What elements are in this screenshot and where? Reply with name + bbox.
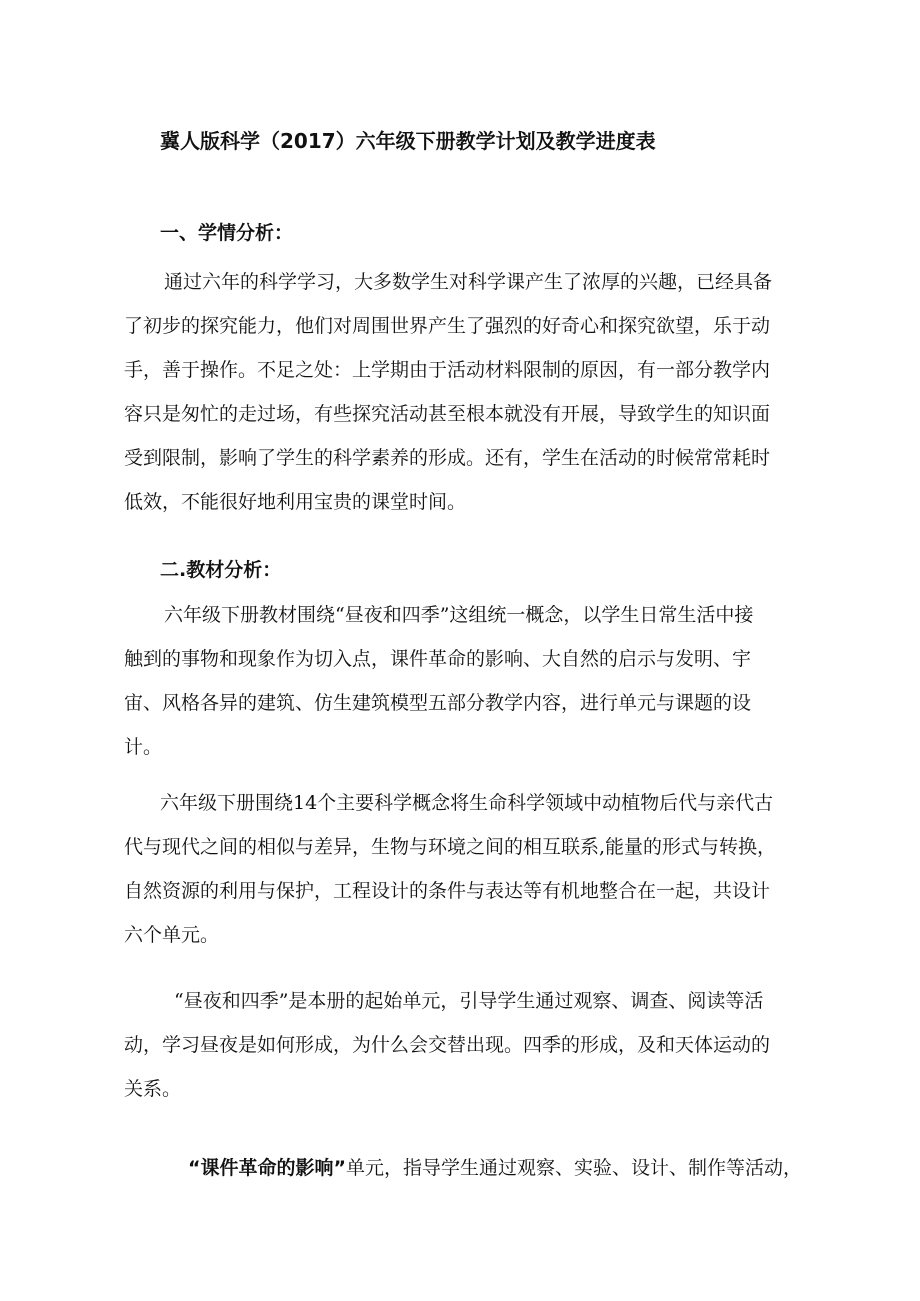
paragraph-line: 六个单元。 xyxy=(124,924,220,946)
paragraph-line: 触到的事物和现象作为切入点，课件革命的影响、大自然的启示与发明、宇 xyxy=(124,648,752,670)
paragraph-learning-analysis xyxy=(124,260,814,524)
paragraph-textbook-intro xyxy=(124,593,814,769)
paragraph-line: 容只是匆忙的走过场，有些探究活动甚至根本就没有开展，导致学生的知识面 xyxy=(124,403,771,425)
paragraph-line: 计。 xyxy=(124,736,163,758)
paragraph-line: 了初步的探究能力，他们对周围世界产生了强烈的好奇心和探究欲望，乐于动 xyxy=(124,315,771,337)
paragraph-courseware-unit xyxy=(124,1146,814,1190)
paragraph-line: 动，学习昼夜是如何形成，为什么会交替出现。四季的形成，及和天体运动的 xyxy=(124,1034,771,1056)
paragraph-line xyxy=(124,1146,814,1190)
section-heading-learning-analysis: 一、学情分析： xyxy=(160,222,294,244)
paragraph-line: 六年级下册教材围绕“昼夜和四季”这组统一概念，以学生日常生活中接 xyxy=(164,604,754,626)
paragraph-line: 代与现代之间的相似与差异，生物与环境之间的相互联系,能量的形式与转换， xyxy=(124,836,777,858)
paragraph-concepts xyxy=(124,781,814,957)
section-heading-textbook-analysis: 二.教材分析： xyxy=(160,559,282,581)
paragraph-line: 通过六年的科学学习，大多数学生对科学课产生了浓厚的兴趣，已经具备 xyxy=(164,271,773,293)
paragraph-line: 六年级下册围绕14个主要科学概念将生命科学领域中动植物后代与亲代古 xyxy=(160,792,774,814)
paragraph-line: “昼夜和四季”是本册的起始单元，引导学生通过观察、调查、阅读等活 xyxy=(174,990,764,1012)
paragraph-line: 手，善于操作。不足之处：上学期由于活动材料限制的原因，有一部分教学内 xyxy=(124,359,771,381)
document-title: 冀人版科学（2017）六年级下册教学计划及教学进度表 xyxy=(160,129,656,153)
paragraph-line: 宙、风格各异的建筑、仿生建筑模型五部分教学内容，进行单元与课题的设 xyxy=(124,692,752,714)
paragraph-day-night-unit xyxy=(124,979,814,1111)
paragraph-line: 受到限制，影响了学生的科学素养的形成。还有，学生在活动的时候常常耗时 xyxy=(124,447,771,469)
paragraph-line: 关系。 xyxy=(124,1078,182,1100)
paragraph-line: 自然资源的利用与保护，工程设计的条件与表达等有机地整合在一起，共设计 xyxy=(124,880,771,902)
unit-name-bold: “课件革命的影响” xyxy=(188,1157,346,1179)
paragraph-line: 低效，不能很好地利用宝贵的课堂时间。 xyxy=(124,491,467,513)
unit-description: 单元，指导学生通过观察、实验、设计、制作等活动， xyxy=(345,1157,802,1179)
